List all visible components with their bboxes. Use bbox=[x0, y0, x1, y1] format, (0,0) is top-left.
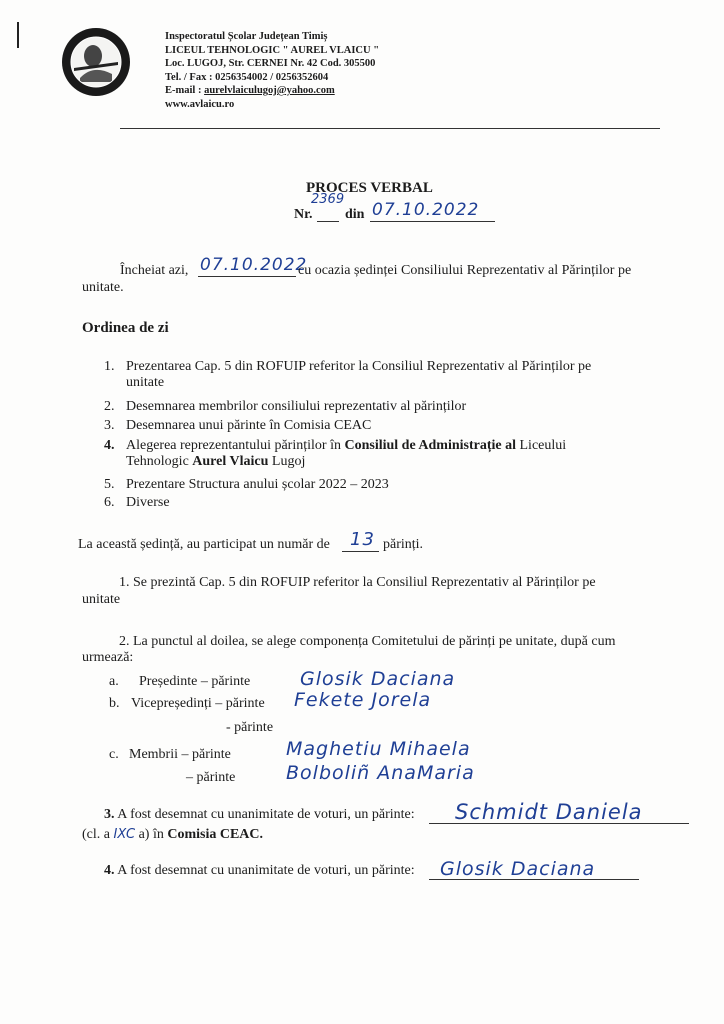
role-members: Membrii – părinte bbox=[129, 747, 231, 762]
agenda-bold: Aurel Vlaicu bbox=[192, 454, 269, 469]
agenda-text: Liceului bbox=[516, 438, 567, 453]
agenda-text: Tehnologic bbox=[126, 454, 193, 469]
agenda-text: Diverse bbox=[126, 495, 170, 510]
agenda-num: 2. bbox=[104, 399, 115, 414]
document-title: PROCES VERBAL bbox=[306, 180, 433, 196]
agenda-text: Desemnarea unui părinte în Comisia CEAC bbox=[126, 418, 372, 433]
role-president: Președinte – părinte bbox=[139, 674, 251, 689]
section1-line1: 1. Se prezintă Cap. 5 din ROFUIP referitor la Consiliul Reprezentativ al Părinților pe bbox=[119, 575, 596, 590]
school-website[interactable]: www.avlaicu.ro bbox=[165, 98, 235, 110]
name-council: Glosik Daciana bbox=[440, 858, 596, 880]
role-letter: c. bbox=[109, 747, 119, 762]
nr-label: Nr. bbox=[294, 207, 313, 222]
section3-class: IXC bbox=[113, 827, 136, 842]
agenda-text: Lugoj bbox=[268, 454, 306, 469]
agenda-item bbox=[104, 399, 466, 415]
agenda-num: 4. bbox=[104, 438, 115, 453]
name-president: Glosik Daciana bbox=[300, 668, 456, 690]
agenda-item bbox=[104, 477, 389, 493]
date-underline bbox=[370, 221, 495, 222]
school-logo bbox=[60, 26, 132, 98]
name-vice: Fekete Jorela bbox=[294, 689, 432, 711]
margin-mark bbox=[17, 22, 19, 48]
agenda-num: 5. bbox=[104, 477, 115, 492]
agenda-item-cont: unitate bbox=[126, 375, 165, 390]
intro-rest: cu ocazia ședinței Consiliului Reprezentativ al Părinților pe bbox=[298, 263, 632, 278]
role-vice: Vicepreședinți – părinte bbox=[131, 696, 265, 711]
intro-line2: unitate. bbox=[82, 280, 124, 295]
role-members-2: – părinte bbox=[186, 770, 236, 785]
agenda-text: Prezentare Structura anului școlar 2022 – 2023 bbox=[126, 477, 389, 492]
section4-text: A fost desemnat cu unanimitate de voturi, un părinte: bbox=[114, 863, 415, 878]
din-label: din bbox=[345, 207, 365, 222]
agenda-text: Alegerea reprezentantului părinților în bbox=[126, 438, 345, 453]
section3-line1 bbox=[104, 807, 415, 823]
intro-prefix: Încheiat azi, bbox=[120, 263, 189, 278]
name-ceac: Schmidt Daniela bbox=[455, 800, 643, 824]
section4-num: 4. bbox=[104, 863, 115, 878]
agenda-item bbox=[104, 359, 591, 375]
agenda-heading: Ordinea de zi bbox=[82, 320, 169, 336]
agenda-item bbox=[104, 438, 566, 454]
agenda-num: 1. bbox=[104, 359, 115, 374]
intro-date: 07.10.2022 bbox=[200, 255, 308, 275]
school-name: LICEUL TEHNOLOGIC " AUREL VLAICU " bbox=[165, 44, 380, 56]
email-link[interactable]: aurelvlaiculugoj@yahoo.com bbox=[204, 85, 335, 96]
registration-number: 2369 bbox=[311, 192, 345, 207]
attendance-count: 13 bbox=[350, 529, 375, 550]
name-member-2: Bolboliñ AnaMaria bbox=[286, 762, 475, 784]
role-letter: b. bbox=[109, 696, 120, 711]
section3-mid: a) în bbox=[135, 827, 168, 842]
school-email-line bbox=[165, 84, 379, 98]
intro-date-underline bbox=[198, 276, 296, 277]
agenda-bold: Consiliul de Administrație al bbox=[344, 438, 516, 453]
role-vice-2: - părinte bbox=[226, 720, 274, 735]
nr-underline bbox=[317, 221, 339, 222]
agenda-text: Desemnarea membrilor consiliului reprezentativ al părinților bbox=[126, 399, 467, 414]
section4-line1 bbox=[104, 863, 415, 879]
school-phone: Tel. / Fax : 0256354002 / 0256352604 bbox=[165, 71, 329, 83]
agenda-item bbox=[104, 418, 371, 434]
section2-line2: urmează: bbox=[82, 650, 134, 665]
school-address: Loc. LUGOJ, Str. CERNEI Nr. 42 Cod. 305500 bbox=[165, 58, 376, 69]
attendance-underline bbox=[342, 551, 379, 552]
agenda-item bbox=[104, 495, 170, 511]
letterhead bbox=[165, 30, 379, 111]
header-divider bbox=[120, 128, 660, 129]
email-label: E-mail : bbox=[165, 85, 205, 96]
section3-num: 3. bbox=[104, 807, 115, 822]
section3-bold: Comisia CEAC. bbox=[167, 827, 264, 842]
name-member-1: Maghetiu Mihaela bbox=[286, 738, 471, 760]
section2-line1: 2. La punctul al doilea, se alege componența Comitetului de părinți pe unitate, după cum bbox=[119, 634, 616, 649]
attendance-suffix: părinți. bbox=[383, 537, 424, 552]
section1-line2: unitate bbox=[82, 592, 121, 607]
section3-line2 bbox=[82, 827, 263, 843]
inspectorate-name: Inspectoratul Școlar Județean Timiș bbox=[165, 31, 328, 42]
section3-prefix: (cl. a bbox=[82, 827, 114, 842]
agenda-num: 3. bbox=[104, 418, 115, 433]
agenda-text: Prezentarea Cap. 5 din ROFUIP referitor la Consiliul Reprezentativ al Părinților pe bbox=[126, 359, 592, 374]
section3-text: A fost desemnat cu unanimitate de voturi, un părinte: bbox=[114, 807, 415, 822]
agenda-item-cont bbox=[126, 454, 305, 470]
school-logo-emblem bbox=[60, 26, 132, 98]
attendance-prefix: La această ședință, au participat un număr de bbox=[78, 537, 330, 552]
document-date: 07.10.2022 bbox=[372, 200, 480, 220]
agenda-num: 6. bbox=[104, 495, 115, 510]
role-letter: a. bbox=[109, 674, 119, 689]
